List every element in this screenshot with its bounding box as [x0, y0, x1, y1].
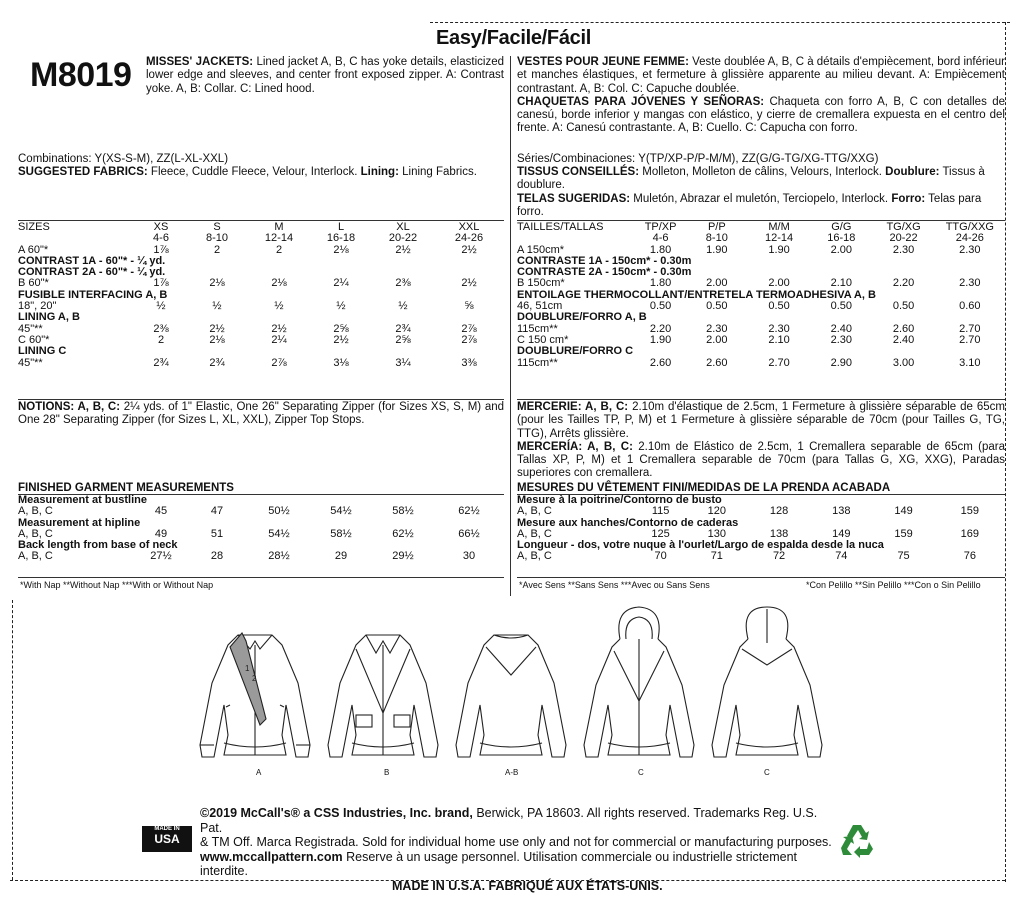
- table-header-row: [18, 222, 504, 233]
- table-cell: 1.90: [706, 243, 728, 256]
- row-label: A, B, C: [18, 527, 53, 540]
- table-cell: 115: [651, 505, 670, 518]
- row-label: A 150cm*: [517, 243, 565, 256]
- cut-line-left: [12, 600, 13, 880]
- table-cell: 3.00: [892, 356, 915, 369]
- table-cell: 2.00: [768, 277, 790, 290]
- table-cell: 2.30: [959, 243, 981, 256]
- row-label: CONTRAST 1A - 60"* - ¼ yd.: [18, 254, 166, 267]
- table-cell: 62½: [392, 527, 414, 540]
- table-row: [18, 495, 504, 506]
- table-cell: 0.50: [649, 300, 672, 313]
- table-cell: 16-18: [326, 232, 356, 245]
- table-cell: 62½: [458, 505, 480, 518]
- table-cell: 29: [334, 550, 348, 563]
- yoke-mark-1: 1: [245, 664, 250, 673]
- garment-label-a: A: [256, 768, 262, 777]
- table-row: [18, 506, 504, 517]
- rule-notions-en: [18, 399, 504, 400]
- table-cell: 2.30: [892, 243, 915, 256]
- table-cell: 4-6: [153, 232, 169, 245]
- table-cell: 2.40: [892, 333, 915, 346]
- table-cell: TTG/XXG: [945, 221, 994, 233]
- table-cell: 1⅞: [153, 277, 169, 290]
- yardage-table-en: [18, 222, 504, 369]
- table-cell: ½: [274, 300, 284, 313]
- table-cell: 2½: [395, 243, 411, 256]
- table-cell: 12-14: [764, 232, 794, 245]
- table-cell: 2.20: [892, 277, 915, 290]
- table-cell: 20-22: [889, 232, 918, 245]
- row-label: 45"**: [18, 356, 43, 369]
- table-cell: 16-18: [827, 232, 856, 245]
- row-label: Measurement at hipline: [18, 516, 141, 529]
- table-cell: 54½: [330, 505, 352, 518]
- row-label: [18, 233, 136, 244]
- intro-fr-heading: VESTES POUR JEUNE FEMME:: [517, 56, 689, 68]
- intro-en-text: Lined jacket A, B, C has yoke details, elasticized lower edge and sleeves, and center front exposed zipper. A: Contrast yoke. A, B: Collar. C: Lined hood.: [146, 56, 504, 95]
- table-row: [517, 358, 1005, 369]
- jacket-b-drawing: [328, 635, 438, 757]
- table-cell: 138: [832, 505, 851, 518]
- garment-label-c1: C: [638, 768, 644, 777]
- made-in-usa-badge: MADE IN USA: [142, 826, 192, 852]
- table-cell: 8-10: [705, 232, 728, 245]
- table-cell: 2.00: [830, 243, 853, 256]
- table-cell: 125: [651, 527, 670, 540]
- footnote-fr: *Avec Sens **Sans Sens ***Avec ou Sans Sens: [519, 580, 710, 590]
- table-cell: TP/XP: [644, 221, 677, 233]
- row-label: A, B, C: [18, 505, 53, 518]
- recycle-icon: [838, 822, 876, 858]
- table-cell: TG/XG: [886, 221, 921, 233]
- table-cell: 2⅝: [395, 333, 411, 346]
- table-row: [517, 324, 1005, 335]
- table-row: [18, 358, 504, 369]
- table-row: [517, 540, 1005, 551]
- table-cell: 1.80: [649, 243, 672, 256]
- rule-notions-fr: [517, 399, 1005, 400]
- table-cell: 128: [769, 505, 789, 518]
- table-cell: XS: [153, 221, 169, 233]
- table-cell: 24-26: [955, 232, 984, 245]
- column-divider: [510, 56, 511, 596]
- table-cell: 2⅞: [461, 333, 477, 346]
- row-label: DOUBLURE/FORRO C: [517, 345, 634, 358]
- table-cell: 2½: [461, 243, 477, 256]
- table-cell: S: [213, 221, 221, 233]
- jacket-a-drawing: [200, 633, 310, 757]
- table-row: [18, 290, 504, 301]
- table-row: [18, 346, 504, 357]
- table-row: [517, 551, 1005, 562]
- table-cell: 2⅜: [153, 322, 169, 335]
- intro-es-heading: CHAQUETAS PARA JÓVENES Y SEÑORAS:: [517, 95, 765, 108]
- cut-line-top: [430, 22, 1010, 23]
- row-label: A, B, C: [18, 550, 53, 563]
- table-row: [517, 312, 1005, 323]
- table-row: [517, 495, 1005, 506]
- table-cell: 2.00: [706, 333, 728, 346]
- table-cell: 2.30: [959, 277, 981, 290]
- table-cell: 2¼: [333, 277, 349, 290]
- row-label: Measurement at bustline: [18, 494, 147, 506]
- table-cell: 49: [154, 527, 168, 540]
- finished-table-en: [18, 495, 504, 563]
- table-cell: 2.70: [768, 356, 790, 369]
- table-row: [18, 518, 504, 529]
- table-cell: 51: [210, 527, 224, 540]
- table-cell: 1.90: [649, 333, 672, 346]
- table-cell: 2.70: [959, 333, 981, 346]
- footnote-es: *Con Pelillo **Sin Pelillo ***Con o Sin Pelillo: [806, 580, 981, 590]
- footnote-en: *With Nap **Without Nap ***With or Without Nap: [20, 580, 214, 590]
- row-label: 46, 51cm: [517, 300, 563, 313]
- table-cell: 120: [707, 505, 726, 518]
- table-cell: 2⅜: [395, 277, 411, 290]
- table-row: [18, 335, 504, 346]
- table-cell: 159: [960, 505, 980, 518]
- table-cell: 2⅞: [461, 322, 477, 335]
- table-row: [517, 346, 1005, 357]
- pattern-number: M8019: [30, 56, 132, 94]
- table-cell: 1.90: [768, 243, 790, 256]
- garment-label-ab: A-B: [505, 768, 519, 777]
- row-label: 115cm**: [517, 356, 558, 369]
- row-label: 115cm**: [517, 322, 558, 335]
- table-row: [18, 551, 504, 562]
- fabrics-en: SUGGESTED FABRICS: Fleece, Cuddle Fleece, Velour, Interlock. Lining: Lining Fabrics.: [18, 166, 477, 178]
- copyright-block: ©2019 McCall's® a CSS Industries, Inc. brand, Berwick, PA 18603. All rights reserved. Trademarks Reg. U.S. Pat. & TM Off. Marca Registrada. Sold for individual home use only and not for commercial or manufacturing purposes. www.mccallpattern.com Reserve à un usage personnel. Utilisation commerciale ou industrielle strictement interdite. MADE IN U.S.A. FABRIQUÉ AUX ÉTATS-UNIS.: [200, 806, 840, 893]
- table-cell: 3⅜: [461, 356, 477, 369]
- table-cell: 2⅞: [271, 356, 287, 369]
- table-cell: 130: [707, 527, 726, 540]
- combinations-en: Combinations: Y(XS-S-M), ZZ(L-XL-XXL): [18, 153, 229, 165]
- made-in-line: MADE IN U.S.A. FABRIQUÉ AUX ÉTATS-UNIS.: [392, 878, 663, 893]
- table-cell: 74: [835, 550, 848, 563]
- row-label: A, B, C: [517, 505, 552, 518]
- jacket-ab-back-drawing: [456, 635, 566, 757]
- intro-en-heading: MISSES' JACKETS:: [146, 56, 254, 68]
- table-row: [517, 267, 1005, 278]
- row-label: B 60"*: [18, 277, 49, 290]
- table-cell: 3¼: [395, 356, 411, 369]
- table-cell: 0.50: [892, 300, 915, 313]
- table-cell: 2.60: [649, 356, 672, 369]
- table-cell: 24-26: [454, 232, 484, 245]
- table-cell: 2⅝: [333, 322, 349, 335]
- table-row: [18, 324, 504, 335]
- table-cell: L: [337, 221, 345, 233]
- table-cell: 2½: [271, 322, 287, 335]
- garment-label-b: B: [384, 768, 390, 777]
- table-subheader-row: [517, 233, 1005, 244]
- table-cell: 2½: [461, 277, 477, 290]
- table-header-row: [517, 222, 1005, 233]
- table-cell: 76: [963, 550, 976, 563]
- table-cell: 2: [275, 243, 283, 256]
- table-cell: ⅝: [464, 300, 474, 313]
- intro-french-spanish: [517, 56, 1005, 136]
- yoke-mark-2: 2: [252, 674, 257, 683]
- row-label: Back length from base of neck: [18, 539, 178, 552]
- table-cell: 12-14: [264, 232, 294, 245]
- table-cell: 0.60: [959, 300, 981, 313]
- table-cell: 2¼: [271, 333, 287, 346]
- table-cell: 159: [894, 527, 913, 540]
- table-cell: 58½: [330, 527, 352, 540]
- fabrics-fr: TISSUS CONSEILLÉS: Molleton, Molleton de câlins, Velours, Interlock. Doublure: Tissus à doublure. TELAS SUGERIDAS: Muletón, Abrazar el muletón, Terciopelo, Interlock. Forro: Telas para forro.: [517, 166, 985, 218]
- table-cell: XXL: [458, 221, 480, 233]
- intro-english: [146, 56, 504, 96]
- row-label: FUSIBLE INTERFACING A, B: [18, 288, 168, 301]
- jacket-c-back-drawing: [712, 607, 822, 757]
- row-label: Mesure aux hanches/Contorno de caderas: [517, 516, 739, 529]
- table-cell: 2⅛: [271, 277, 287, 290]
- table-cell: 50½: [268, 505, 290, 518]
- table-cell: 1.80: [649, 277, 672, 290]
- table-row: [517, 518, 1005, 529]
- table-cell: 2: [157, 333, 165, 346]
- table-cell: 54½: [268, 527, 290, 540]
- combinations-fr: Séries/Combinaciones: Y(TP/XP-P/P-M/M), ZZ(G/G-TG/XG-TTG/XXG): [517, 153, 879, 165]
- table-cell: 70: [654, 550, 667, 563]
- row-label: [517, 233, 635, 244]
- table-cell: 2½: [333, 333, 349, 346]
- finished-table-fr: [517, 495, 1005, 563]
- table-cell: 2.30: [768, 322, 790, 335]
- row-label: A 60"*: [18, 243, 49, 256]
- table-cell: ½: [212, 300, 222, 313]
- table-cell: 4-6: [652, 232, 669, 245]
- table-row: [18, 312, 504, 323]
- row-label: A, B, C: [517, 527, 552, 540]
- table-cell: 2.10: [768, 333, 790, 346]
- table-cell: 2.40: [830, 322, 853, 335]
- table-cell: 2⅛: [333, 243, 349, 256]
- table-row: [18, 267, 504, 278]
- notions-en: NOTIONS: A, B, C: 2¼ yds. of 1" Elastic, One 26" Separating Zipper (for Sizes XS, S, M) and One 28" Separating Zipper (for Sizes L, XL, XXL), Zipper Top Stops.: [18, 401, 505, 427]
- table-cell: 28½: [268, 550, 290, 563]
- rule-yardage-en-top: [18, 220, 504, 221]
- table-cell: 2.20: [649, 322, 672, 335]
- row-label: Longueur - dos, votre nuque à l'ourlet/Largo de espalda desde la nuca: [517, 539, 884, 552]
- table-cell: 2⅛: [209, 333, 225, 346]
- row-label: A, B, C: [517, 550, 552, 563]
- row-label: 45"**: [18, 322, 43, 335]
- table-cell: ½: [398, 300, 408, 313]
- row-label: 18", 20": [18, 300, 57, 313]
- rule-finished-en-bottom: [18, 577, 504, 578]
- table-cell: P/P: [707, 221, 726, 233]
- table-cell: 0.50: [768, 300, 790, 313]
- row-label: C 60"*: [18, 333, 50, 346]
- table-cell: 47: [210, 505, 224, 518]
- table-cell: 58½: [392, 505, 414, 518]
- table-cell: 2.30: [706, 322, 728, 335]
- table-row: [18, 301, 504, 312]
- table-cell: 2.90: [830, 356, 853, 369]
- garment-label-c2: C: [764, 768, 770, 777]
- table-row: [18, 540, 504, 551]
- table-cell: 2⅛: [209, 277, 225, 290]
- table-row: [517, 506, 1005, 517]
- row-label: CONTRAST 2A - 60"* - ¼ yd.: [18, 266, 166, 279]
- table-cell: 3.10: [959, 356, 981, 369]
- table-cell: 2½: [209, 322, 225, 335]
- table-cell: 8-10: [205, 232, 229, 245]
- notions-fr: MERCERIE: A, B, C: 2.10m d'élastique de 2.5cm, 1 Fermeture à glissière séparable de 65cm (pour les Tailles TP, P, M) et 1 Fermeture à glissière séparable de 70cm (pour Tailles G, TG, TTG), Arrêts glissière. MERCERÍA: A, B, C: 2.10m de Elástico de 2.5cm, 1 Cremallera separable de 65cm (para Tallas XP, P, M) et 1 Cremallera separable de 70cm (para Tallas G, XG, XXG), Paradas superiores con cremallera.: [517, 401, 1005, 480]
- yardage-table-fr: [517, 222, 1005, 369]
- row-label: ENTOILAGE THERMOCOLLANT/ENTRETELA TERMOADHESIVA A, B: [517, 288, 876, 301]
- table-cell: 28: [210, 550, 224, 563]
- table-cell: 30: [462, 550, 476, 563]
- table-cell: G/G: [831, 221, 852, 233]
- table-cell: 66½: [458, 527, 480, 540]
- cut-line-right: [1005, 22, 1006, 882]
- table-cell: 27½: [150, 550, 172, 563]
- row-label: Mesure à la poitrine/Contorno de busto: [517, 494, 722, 506]
- table-cell: 71: [710, 550, 723, 563]
- table-cell: ½: [156, 300, 166, 313]
- table-cell: 45: [154, 505, 168, 518]
- finished-heading-fr: MESURES DU VÊTEMENT FINI/MEDIDAS DE LA PRENDA ACABADA: [517, 482, 891, 494]
- table-row: [517, 290, 1005, 301]
- table-cell: 20-22: [388, 232, 418, 245]
- row-label: LINING A, B: [18, 311, 80, 324]
- table-cell: 2: [213, 243, 221, 256]
- row-label: TAILLES/TALLAS: [517, 221, 604, 233]
- table-cell: 2.70: [959, 322, 981, 335]
- row-label: DOUBLURE/FORRO A, B: [517, 311, 647, 324]
- finished-heading-en: FINISHED GARMENT MEASUREMENTS: [18, 482, 234, 494]
- table-cell: 3⅛: [333, 356, 349, 369]
- table-cell: 29½: [392, 550, 414, 563]
- table-cell: 1⅞: [153, 243, 169, 256]
- table-cell: M/M: [768, 221, 790, 233]
- intro-fr-text: Veste doublée A, B, C à détails d'empiècement, bord inférieur et manches élastiques, et fermeture à glissière apparente au milieu devant. A: Empiècement contrastant. A, B: Col. C: Capuche doublée.: [517, 56, 1006, 95]
- table-cell: 2¾: [395, 322, 411, 335]
- table-cell: 0.50: [830, 300, 853, 313]
- page-title: Easy/Facile/Fácil: [436, 27, 591, 49]
- table-cell: 2.60: [706, 356, 728, 369]
- table-cell: 2.30: [830, 333, 853, 346]
- table-cell: 2.10: [830, 277, 853, 290]
- table-cell: 72: [772, 550, 786, 563]
- row-label: SIZES: [18, 221, 50, 233]
- table-cell: M: [274, 221, 284, 233]
- table-cell: 138: [769, 527, 789, 540]
- table-cell: 169: [960, 527, 980, 540]
- table-cell: 2¾: [153, 356, 169, 369]
- table-subheader-row: [18, 233, 504, 244]
- table-cell: 75: [897, 550, 910, 563]
- row-label: LINING C: [18, 345, 67, 358]
- table-cell: 0.50: [706, 300, 728, 313]
- table-cell: 2.60: [892, 322, 915, 335]
- row-label: CONTRASTE 2A - 150cm* - 0.30m: [517, 266, 692, 279]
- row-label: B 150cm*: [517, 277, 565, 290]
- rule-finished-fr-bottom: [517, 577, 1005, 578]
- table-cell: 2¾: [209, 356, 225, 369]
- table-cell: 149: [894, 505, 913, 518]
- table-cell: 149: [832, 527, 851, 540]
- jacket-c-front-drawing: [584, 607, 694, 757]
- table-cell: ½: [336, 300, 346, 313]
- intro-es-text: Chaqueta con forro A, B, C con detalles de canesú, borde inferior y mangas con elástico, y cierre de cremallera expuesta en el centro del frente. A: Canesú contrastante. A, B: Cuello. C: Capucha con forro.: [517, 95, 1005, 135]
- table-cell: XL: [396, 221, 410, 233]
- table-cell: 2.00: [706, 277, 728, 290]
- row-label: CONTRASTE 1A - 150cm* - 0.30m: [517, 254, 692, 267]
- row-label: C 150 cm*: [517, 333, 569, 346]
